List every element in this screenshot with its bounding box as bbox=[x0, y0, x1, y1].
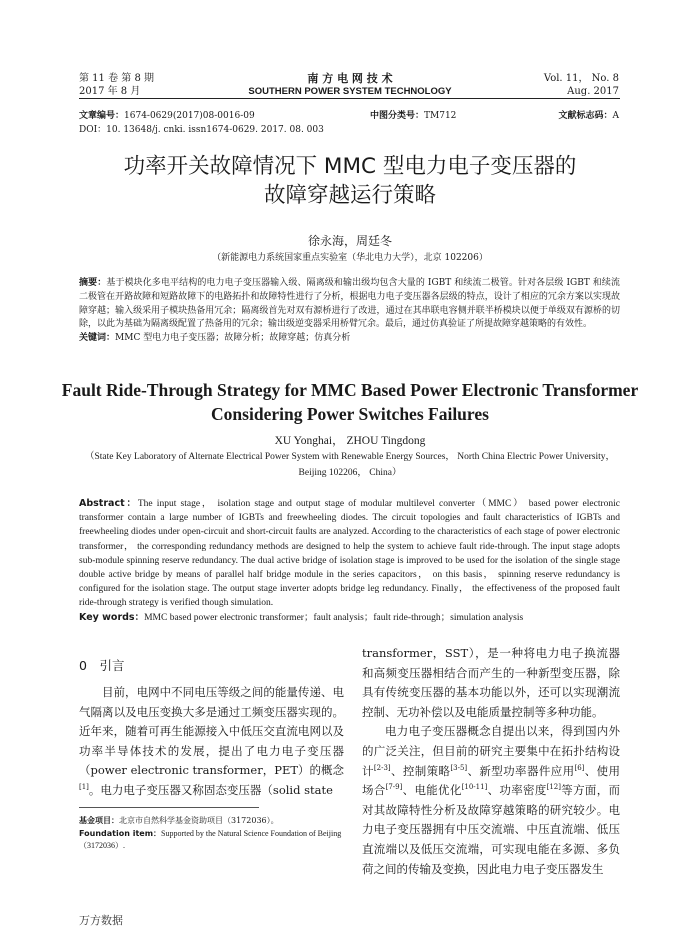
section-heading-introduction: 0 引言 bbox=[79, 658, 125, 673]
affiliation-en bbox=[70, 449, 630, 481]
footnote-rule bbox=[79, 807, 259, 808]
affiliation-en-line1: （State Key Laboratory of Alternate Electrical Power System with Renewable Energy Sources， North China Electric Power University， bbox=[84, 452, 616, 462]
citation-ref[interactable]: [3-5] bbox=[450, 763, 468, 772]
body-text: 、新型功率器件应用 bbox=[467, 763, 575, 778]
body-column-left bbox=[79, 683, 344, 801]
body-text: 、控制策略 bbox=[390, 763, 451, 778]
body-text: 、电能优化 bbox=[402, 783, 462, 798]
keywords-en-label: Key words： bbox=[79, 611, 145, 623]
paper-title-en-line2: Considering Power Switches Failures bbox=[211, 404, 489, 424]
document-code-value: A bbox=[612, 111, 619, 121]
body-paragraph: transformer，SST），是一种将电力电子换流器和高频变压器相结合而产生的一种新型变压器，除具有传统变压器的基本功能以外，还可以实现潮流控制、无功补偿以及电能质量控制等多种功能。 bbox=[362, 646, 620, 719]
abstract-cn-text: 基于模块化多电平结构的电力电子变压器输入级、隔离级和输出级均包含大量的 IGBT 和续流二极管。针对各层级 IGBT 和续流二极管在开路故障和短路故障下的电路拓扑和故障特性进行了分析，根据电力电子变压器各层级的特点，设计了相应的冗余方案以实现故障穿越；输入级采用子模块热备用冗余；隔离级首先对双有源桥进行了改进，通过在其串联电容侧并联半桥模块以便于单级双有源桥的切除，以此为基础为隔离级配置了热备用的冗余；输出级逆变器采用桥臂冗余。最后，通过仿真验证了所提故障穿越策略的有效性。 bbox=[79, 278, 620, 330]
body-column-right bbox=[362, 644, 620, 879]
article-number bbox=[79, 109, 255, 123]
citation-ref[interactable]: [6] bbox=[574, 763, 585, 772]
body-paragraph bbox=[362, 722, 620, 879]
clc-label: 中图分类号： bbox=[370, 111, 425, 121]
footnote bbox=[79, 815, 344, 853]
article-number-label: 文章编号： bbox=[79, 111, 125, 121]
abstract-en-label: Abstract： bbox=[79, 498, 138, 509]
paper-title-en-line1: Fault Ride-Through Strategy for MMC Based Power Electronic Transformer bbox=[61, 380, 639, 400]
doi bbox=[79, 123, 324, 137]
document-code-label: 文献标志码： bbox=[558, 111, 613, 121]
body-text: 等方面，而对其故障特性分析及故障穿越策略的研究较少。电力电子变压器拥有中压交流端、中压直流端、低压直流端以及低压交流端，可实现电能在多源、多负荷之间的传输及变换，因此电力电子变压器发生 bbox=[362, 783, 621, 876]
body-text: 电力电子变压器概念自提出以来，得到国内外的广泛关注，但目前的研究主要集中在拓扑结构设计 bbox=[362, 724, 620, 778]
clc-number bbox=[370, 109, 456, 123]
paper-title-cn bbox=[0, 152, 700, 210]
document-code bbox=[558, 109, 619, 123]
affiliation-cn: （新能源电力系统国家重点实验室（华北电力大学），北京 102206） bbox=[212, 253, 488, 263]
doi-value: 10. 13648/j. cnki. issn1674-0629. 2017. 08. 003 bbox=[106, 125, 324, 135]
article-number-value: 1674-0629(2017)08-0016-09 bbox=[124, 111, 255, 121]
journal-name-cn: 南 方 电 网 技 术 bbox=[307, 72, 393, 85]
running-header-right bbox=[544, 72, 619, 98]
citation-ref[interactable]: [7-9] bbox=[385, 783, 403, 792]
keywords-cn-label: 关键词： bbox=[79, 333, 116, 344]
clc-value: TM712 bbox=[424, 111, 457, 121]
abstract-cn bbox=[79, 277, 620, 346]
body-text: 目前，电网中不同电压等级之间的能量传递、电气隔离以及电压变换大多是通过工频变压器实现的。近年来，随着可再生能源接入中低压交直流电网以及功率半导体技术的发展，提出了电力电子变压器（power electronic transformer，PET）的概念 bbox=[79, 685, 345, 778]
paper-title-en bbox=[0, 378, 700, 426]
body-text: 、使用场合 bbox=[362, 763, 621, 798]
journal-name-en: SOUTHERN POWER SYSTEM TECHNOLOGY bbox=[248, 86, 452, 97]
keywords-en-text: MMC based power electronic transformer；fault analysis；fault ride-through；simulation analysis bbox=[144, 612, 524, 623]
volume-issue-en: Vol. 11， No. 8 bbox=[543, 73, 619, 84]
citation-ref[interactable]: [1] bbox=[79, 783, 89, 792]
abstract-cn-label: 摘要： bbox=[79, 278, 107, 288]
citation-ref[interactable]: [10-11] bbox=[461, 783, 488, 792]
fund-cn-label: 基金项目： bbox=[79, 816, 119, 825]
volume-issue-cn: 第 11 卷 第 8 期 bbox=[79, 73, 154, 84]
date-en: Aug. 2017 bbox=[567, 86, 619, 97]
date-cn: 2017 年 8 月 bbox=[79, 86, 141, 97]
citation-ref[interactable]: [12] bbox=[546, 783, 561, 792]
paper-title-cn-line2: 故障穿越运行策略 bbox=[263, 183, 436, 208]
body-text: 。电力电子变压器又称固态变压器（solid state bbox=[88, 782, 333, 797]
fund-en bbox=[79, 828, 344, 853]
keywords-cn-text: MMC 型电力电子变压器；故障分析；故障穿越；仿真分析 bbox=[115, 333, 351, 344]
affiliation-en-line2: Beijing 102206， China） bbox=[298, 468, 402, 478]
fund-en-text: Supported by the Natural Science Foundation of Beijing（3172036）. bbox=[79, 828, 342, 850]
wanfang-watermark: 万方数据 bbox=[79, 914, 123, 927]
body-paragraph bbox=[79, 683, 344, 801]
body-text: 、功率密度 bbox=[487, 783, 547, 798]
authors-en: XU Yonghai， ZHOU Tingdong bbox=[274, 435, 426, 447]
citation-ref[interactable]: [2-3] bbox=[373, 763, 391, 772]
fund-en-label: Foundation item： bbox=[79, 828, 162, 838]
authors-cn: 徐永海，周廷冬 bbox=[307, 234, 392, 248]
fund-cn bbox=[79, 815, 344, 828]
header-rule bbox=[79, 98, 620, 99]
abstract-en bbox=[79, 497, 620, 625]
abstract-en-text: The input stage， isolation stage and output stage of modular multilevel converter（MMC） based power electronic transformer contain a large number of IGBTs and freewheeling diodes. The circuit topologies and fault characteristics of IGBTs and freewheeling diodes under open-circuit and short-circuit faults are analyzed. According to the characteristics of each stage of power electronic transformer， the corresponding redundancy methods are designed to help the system to achieve fault ride-through. The input stage adopts sub-module spinning reserve redundancy. The dual active bridge of isolation stage is improved to be used for the isolation of the single stage double active bridge by means of parallel half bridge module in the series capacitors， on this basis， spinning reserve redundancy is configured for the isolation stage. The output stage inverter adopts bridge leg redundancy. Finally， the effectiveness of the proposed fault ride-through strategy is verified though simulation. bbox=[79, 499, 620, 609]
doi-label: DOI： bbox=[79, 125, 107, 135]
paper-title-cn-line1: 功率开关故障情况下 MMC 型电力电子变压器的 bbox=[123, 154, 577, 179]
fund-cn-text: 北京市自然科学基金资助项目（3172036）。 bbox=[119, 816, 279, 825]
